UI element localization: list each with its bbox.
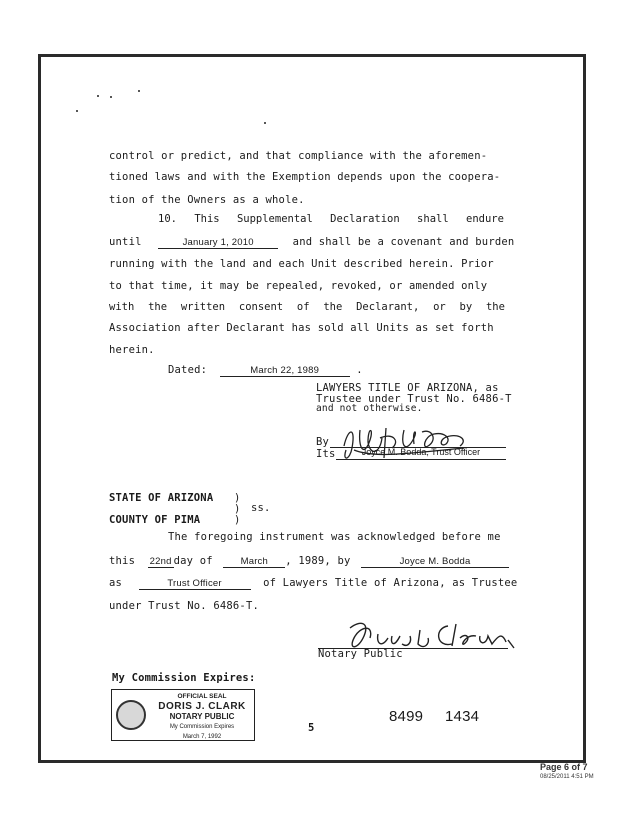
body-word: consent — [238, 301, 284, 313]
footer-page-count: Page 6 of 7 — [540, 762, 588, 772]
until-date-field: January 1, 2010 — [158, 237, 278, 249]
seal-line: DORIS J. CLARK — [158, 701, 246, 712]
title-field: Trust Officer — [139, 578, 251, 590]
day-field: 22nd — [148, 556, 174, 568]
trustee-signature — [334, 418, 484, 468]
scan-speck — [97, 95, 99, 97]
body-line: herein. — [109, 344, 155, 356]
body-word: This — [194, 213, 220, 225]
by-label: By — [316, 436, 330, 448]
footer-timestamp: 08/25/2011 4:51 PM — [540, 774, 594, 780]
this-label: this — [109, 555, 136, 567]
its-field — [336, 447, 506, 460]
commission-label: My Commission Expires: — [112, 672, 256, 684]
trustee-line: LAWYERS TITLE OF ARIZONA, as — [316, 382, 499, 394]
notary-label: Notary Public — [318, 648, 403, 660]
scan-speck — [76, 110, 78, 112]
book-number: 8499 — [389, 708, 424, 725]
body-word: Supplemental — [236, 213, 313, 225]
year-text: , 1989, by — [285, 555, 351, 567]
venue-paren: ) — [234, 492, 241, 504]
seal-line: March 7, 1992 — [182, 734, 222, 740]
page-reference: 1434 — [445, 708, 480, 725]
as-label: as — [109, 577, 123, 589]
body-word: written — [180, 301, 226, 313]
acknowledgment-line: The foregoing instrument was acknowledged before me — [168, 531, 501, 543]
venue-county: COUNTY OF PIMA — [109, 514, 201, 526]
seal-emblem-icon — [116, 700, 146, 730]
body-word: by — [459, 301, 473, 313]
venue-state: STATE OF ARIZONA — [109, 492, 214, 504]
scan-speck — [138, 90, 140, 92]
until-line — [109, 236, 514, 249]
paragraph-10-first-line — [158, 213, 504, 225]
body-line: tion of the Owners as a whole. — [109, 194, 305, 206]
body-word: the — [323, 301, 343, 313]
trustee-line: Trustee under Trust No. 6486-T — [316, 393, 512, 405]
until-rest: and shall be a covenant and burden — [292, 236, 515, 248]
as-rest: of Lawyers Title of Arizona, as Trustee — [263, 577, 518, 589]
seal-text — [150, 692, 254, 742]
trust-line: under Trust No. 6486-T. — [109, 600, 259, 612]
page-number: 5 — [308, 722, 315, 734]
paragraph-number: 10. — [158, 213, 177, 225]
dated-date-field: March 22, 1989 — [220, 365, 350, 377]
until-label: until — [109, 236, 142, 248]
dated-dot: . — [356, 364, 363, 376]
body-line: tioned laws and with the Exemption depends upon the coopera- — [109, 171, 501, 183]
scan-speck — [110, 96, 112, 98]
dated-line — [168, 364, 363, 377]
body-word: Declarant, — [356, 301, 420, 313]
seal-line: NOTARY PUBLIC — [169, 712, 235, 721]
seal-line: My Commission Expires — [169, 724, 235, 730]
body-word: with — [109, 301, 135, 313]
body-word: or — [433, 301, 446, 313]
venue-ss: ss. — [251, 502, 271, 514]
seal-line: OFFICIAL SEAL — [177, 693, 227, 700]
name-field: Joyce M. Bodda — [361, 556, 509, 568]
body-line: to that time, it may be repealed, revoked, or amended only — [109, 280, 488, 292]
its-label: Its — [316, 448, 336, 460]
body-word: endure — [466, 213, 504, 225]
its-value: Joyce M. Bodda, Trust Officer — [361, 447, 481, 457]
body-line: running with the land and each Unit described herein. Prior — [109, 258, 494, 270]
scan-speck — [264, 122, 266, 124]
venue-paren: ) — [234, 514, 241, 526]
dated-label: Dated: — [168, 364, 208, 376]
venue-paren: ) — [234, 503, 241, 515]
body-word: the — [485, 301, 505, 313]
body-line: control or predict, and that compliance with the aforemen- — [109, 150, 488, 162]
acknowledgment-as-line — [109, 577, 517, 590]
body-line-justified — [109, 301, 505, 313]
notary-seal-stamp — [111, 689, 255, 741]
acknowledgment-date-line — [109, 555, 509, 568]
body-word: of — [296, 301, 310, 313]
month-field: March — [223, 556, 285, 568]
body-line: Association after Declarant has sold all Units as set forth — [109, 322, 494, 334]
body-word: Declaration — [330, 213, 400, 225]
body-word: the — [148, 301, 168, 313]
body-word: shall — [417, 213, 449, 225]
dayof-label: day of — [173, 555, 213, 567]
trustee-line: and not otherwise. — [316, 403, 423, 414]
